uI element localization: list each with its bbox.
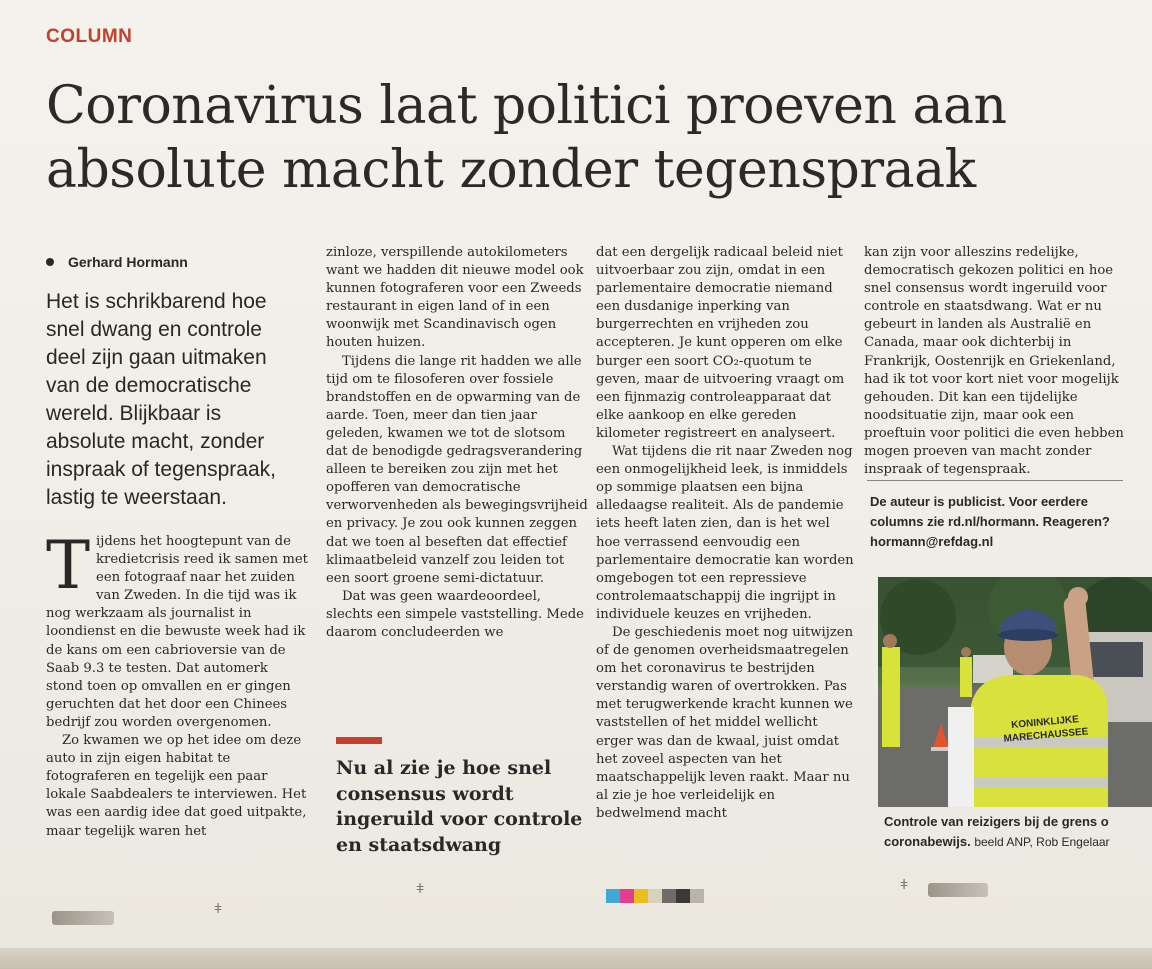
author-name: Gerhard Hormann	[68, 254, 188, 270]
color-swatch	[676, 889, 690, 903]
article-column-4	[864, 244, 1130, 479]
article-column-2	[326, 244, 588, 642]
paragraph: Wat tijdens die rit naar Zweden nog een onmogelijkheid leek, is inmiddels op sommige plaatsen een bijna alledaagse realiteit. Als de pandemie iets heeft laten zien, dan is het wel hoe verrassend eenvoudig een parlementaire democratie kan worden omgebogen tot een repressieve controlemaatschappij die ingrijpt in individuele keuzes en vrijheden.	[596, 444, 854, 622]
color-swatch	[634, 889, 648, 903]
registration-mark-icon: ǂ	[416, 880, 425, 896]
paragraph: zinloze, verspillende autokilometers want we hadden dit nieuwe model ook kunnen fotograferen voor een Zweeds restaurant in eigen land of in een woonwijk met Scandinavisch ogen houten huizen.	[326, 245, 584, 351]
paragraph: ijdens het hoogtepunt van de kredietcrisis reed ik samen met een fotograaf naar het zuiden van Zweden. In die tijd was ik nog werkzaam als journalist in loondienst en die bewuste week had ik de kans om een cabrioversie van de Saab 9.3 te testen. Dat automerk stond toen op omvallen en er gingen geruchten dat het door een Chinees bedrijf zou worden overgenomen.	[46, 534, 308, 730]
photo-caption	[884, 812, 1152, 852]
color-swatch	[620, 889, 634, 903]
drop-cap: T	[46, 527, 91, 604]
paragraph: Tijdens die lange rit hadden we alle tijd om te filosoferen over fossiele brandstoffen en de opwarming van de aarde. Toen, meer dan tien jaar geleden, kwamen we tot de slotsom dat de benodigde gedragsverandering alleen te bereiken zou zijn met het opofferen van democratische verworvenheden als bewegingsvrijheid en privacy. Je zou ook kunnen zeggen dat we toen al beseften dat effectief klimaatbeleid vanzelf zou leiden tot een soort groene semi-dictatuur.	[326, 353, 588, 586]
headline: Coronavirus laat politici proeven aan absolute macht zonder tegenspraak	[46, 76, 1007, 200]
article-column-1	[46, 527, 308, 841]
vest-text-line-1: KONINKLIJKE	[1010, 714, 1080, 731]
intro-paragraph: Het is schrikbarend hoe snel dwang en controle deel zijn gaan uitmaken van de democratische wereld. Blijkbaar is absolute macht, zonder inspraak of tegenspraak, lastig te weerstaan.	[46, 290, 276, 509]
color-swatch	[690, 889, 704, 903]
article-column-3	[596, 244, 858, 823]
photo-credit: beeld ANP, Rob Engelaar	[974, 835, 1110, 849]
print-registration-strip	[928, 883, 988, 897]
color-swatch	[648, 889, 662, 903]
author-note: De auteur is publicist. Voor eerdere columns zie rd.nl/hormann. Reageren? hormann@refdag.nl	[870, 494, 1110, 549]
border-control-photo	[878, 577, 1152, 807]
registration-mark-icon: ǂ	[900, 876, 909, 892]
pullquote: Nu al zie je hoe snel consensus wordt ingeruild voor controle en staatsdwang	[336, 757, 583, 856]
paragraph: Zo kwamen we op het idee om deze auto in zijn eigen habitat te fotograferen en tegelijk een paar lokale Saabdealers te interviewen. Het was een aardig idee dat goed uitpakte, maar tegelijk waren het	[46, 733, 307, 839]
paragraph: Dat was geen waardeoordeel, slechts een simpele vaststelling. Mede daarom concludeerden we	[326, 588, 584, 640]
color-swatch	[662, 889, 676, 903]
vest-text-line-2: MARECHAUSSEE	[1003, 726, 1089, 745]
divider	[867, 480, 1123, 481]
registration-mark-icon: ǂ	[214, 900, 223, 916]
section-label: COLUMN	[46, 26, 133, 47]
byline-bullet-icon	[46, 258, 54, 266]
article-photo	[878, 577, 1152, 807]
print-registration-strip	[52, 911, 114, 925]
paragraph: dat een dergelijk radicaal beleid niet uitvoerbaar zou zijn, omdat in een parlementaire democratie niemand een dusdanige inperking van burgerrechten en vrijheden zou accepteren. Je kunt opperen om elke burger een soort CO₂-quotum te geven, maar de uitvoering vraagt om een fijnmazig controleapparaat dat elke aankoop en elke gereden kilometer registreert en analyseert.	[596, 245, 845, 441]
author-byline	[46, 254, 188, 270]
caption-text: Controle van reizigers bij de grens o coronabewijs.	[884, 814, 1109, 849]
color-swatch	[606, 889, 620, 903]
paragraph: kan zijn voor alleszins redelijke, democratisch gekozen politici en hoe snel consensus wordt ingeruild voor controle en staatsdwang. Wat er nu gebeurt in landen als Australië en Canada, maar ook dichterbij in Frankrijk, Oostenrijk en Griekenland, had ik tot voor kort niet voor mogelijk gehouden. Dit kan een tijdelijke noodsituatie zijn, maar ook een proeftuin voor politici die even hebben mogen proeven van macht zonder inspraak of tegenspraak.	[864, 245, 1124, 478]
pullquote-accent-bar	[336, 737, 382, 744]
print-color-bar	[606, 889, 704, 903]
table-surface	[0, 948, 1152, 969]
paragraph: De geschiedenis moet nog uitwijzen of de genomen overheidsmaatregelen om het coronavirus te bestrijden verstandig waren of overtrokken. Pas met terugwerkende kracht kunnen we vaststellen of het middel wellicht erger was dan de kwaal, juist omdat het zoveel aspecten van het maatschappelijk leven raakt. Maar nu al zie je hoe verleidelijk en bedwelmend macht	[596, 624, 854, 821]
